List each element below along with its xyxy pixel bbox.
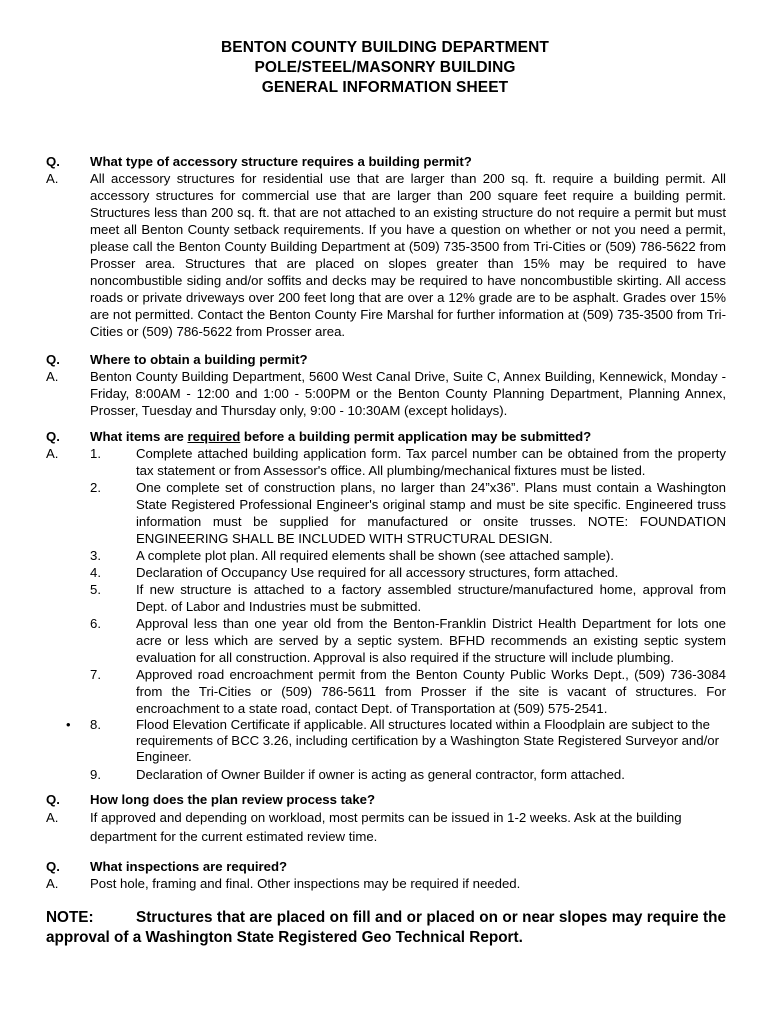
item-number: 5. <box>90 582 101 597</box>
answer-row <box>46 170 726 340</box>
note-text: Structures that are placed on fill and or placed on or near slopes may require the approval of a Washington State Registered Geo Technical Report. <box>46 909 726 946</box>
item-text: Approved road encroachment permit from the Benton County Public Works Dept., (509) 736-3084 from the Tri-Cities or (509) 786-5611 from Prosser if the site is vacant of structures. For encroachment to a state road, contact Dept. of Transportation at (509) 575-2541. <box>136 667 726 716</box>
list-item <box>46 547 726 564</box>
answer-row <box>46 368 726 419</box>
list-item <box>46 564 726 581</box>
answer-text: Benton County Building Department, 5600 West Canal Drive, Suite C, Annex Building, Kennewick, Monday - Friday, 8:00AM - 12:00 and 1:00 - 5:00PM or the Benton County Planning Department, Planning Annex, Prosser, Tuesday and Thursday only, 9:00 - 10:30AM (except holidays). <box>90 369 726 418</box>
list-item <box>46 766 726 783</box>
question-label: Q. <box>46 859 60 874</box>
item-number: 4. <box>90 565 101 580</box>
list-item <box>46 479 726 547</box>
question-label: Q. <box>46 154 60 169</box>
title-line-2: POLE/STEEL/MASONRY BUILDING <box>254 59 516 76</box>
answer-row <box>46 808 726 846</box>
answer-text: All accessory structures for residential use that are larger than 200 sq. ft. require a building permit. All accessory structures for commercial use that are larger than 200 square feet require a building permit. Structures less than 200 sq. ft. that are not attached to an existing structure do not require a permit but must meet all Benton County setback requirements. If you have a question on whether or not you need a permit, please call the Benton County Building Department at (509) 735-3500 from Tri-Cities or (509) 786-5622 from Prosser area. Structures that are placed on slopes greater than 15% may be required to have noncombustible siding and/or soffits and decks may be required to have noncombustible skirting. All access roads or private driveways over 200 feet long that are over a 12% grade are to be asphalt. Grades over 15% are not permitted. Contact the Benton County Fire Marshal for further information at (509) 735-3500 from Tri-Cities or (509) 786-5622 from Prosser area. <box>90 171 726 339</box>
answer-label: A. <box>46 446 59 461</box>
question-text-start: What items are <box>90 429 188 444</box>
question-text: How long does the plan review process take? <box>90 792 376 807</box>
item-text: One complete set of construction plans, no larger than 24”x36”. Plans must contain a Washington State Registered Professional Engineer's original stamp and must be site specific. Engineered truss information must be supplied for manufactured or onsite trusses. NOTE: FOUNDATION ENGINEERING SHALL BE INCLUDED WITH STRUCTURAL DESIGN. <box>136 480 726 546</box>
qa-inspections <box>46 858 726 892</box>
answer-text: Post hole, framing and final. Other inspections may be required if needed. <box>90 876 521 891</box>
question-text-end: before a building permit application may be submitted? <box>240 429 592 444</box>
list-item <box>46 581 726 615</box>
question-text <box>90 429 591 444</box>
item-text: Complete attached building application form. Tax parcel number can be obtained from the property tax statement or from Assessor's office. All plumbing/mechanical fixtures must be listed. <box>136 446 726 478</box>
question-row <box>46 153 726 170</box>
question-label: Q. <box>46 352 60 367</box>
answer-row <box>46 875 726 892</box>
item-text: Flood Elevation Certificate if applicable. All structures located within a Floodplain are subject to the requirements of BCC 3.26, including certification by a Washington State Registered Surveyor and/or Engineer. <box>136 717 719 764</box>
qa-required-items <box>46 428 726 783</box>
answer-label: A. <box>46 171 59 186</box>
item-text: A complete plot plan. All required elements shall be shown (see attached sample). <box>136 548 614 563</box>
geo-technical-note <box>46 908 726 948</box>
item-number: 7. <box>90 667 101 682</box>
answer-label: A. <box>46 369 59 384</box>
list-item <box>46 445 726 479</box>
answer-text: If approved and depending on workload, most permits can be issued in 1-2 weeks. Ask at the building department for the current estimated review time. <box>90 810 682 844</box>
item-number: 9. <box>90 767 101 782</box>
qa-where-to-obtain <box>46 351 726 419</box>
question-text: What inspections are required? <box>90 859 288 874</box>
note-label: NOTE: <box>46 909 94 926</box>
item-number: 8. <box>90 717 101 732</box>
question-underlined-word: required <box>187 429 241 444</box>
document-title <box>0 0 770 98</box>
qa-review-time <box>46 791 726 846</box>
question-row <box>46 428 726 445</box>
required-items-list <box>46 445 726 783</box>
title-line-3: GENERAL INFORMATION SHEET <box>261 79 509 96</box>
item-number: 2. <box>90 480 101 495</box>
item-number: 6. <box>90 616 101 631</box>
answer-label: A. <box>46 876 59 891</box>
question-label: Q. <box>46 429 60 444</box>
item-text: Declaration of Owner Builder if owner is acting as general contractor, form attached. <box>136 767 625 782</box>
question-label: Q. <box>46 792 60 807</box>
item-text: If new structure is attached to a factory assembled structure/manufactured home, approval from Dept. of Labor and Industries must be submitted. <box>136 582 726 614</box>
question-text: What type of accessory structure requires a building permit? <box>90 154 472 169</box>
question-row <box>46 858 726 875</box>
question-row <box>46 791 726 808</box>
title-line-1: BENTON COUNTY BUILDING DEPARTMENT <box>221 39 549 56</box>
list-item <box>46 666 726 717</box>
bullet-icon: • <box>66 717 71 732</box>
item-text: Declaration of Occupancy Use required for all accessory structures, form attached. <box>136 565 619 580</box>
question-row <box>46 351 726 368</box>
answer-label: A. <box>46 810 59 825</box>
item-text: Approval less than one year old from the Benton-Franklin District Health Department for lots one acre or less which are served by a septic system. BFHD recommends an existing septic system evaluation for all construction. Approval is also required if the structure will include plumbing. <box>136 616 726 665</box>
list-item <box>46 615 726 666</box>
item-number: 1. <box>90 446 101 461</box>
list-item <box>46 717 726 765</box>
qa-permit-requirement <box>46 153 726 340</box>
question-text: Where to obtain a building permit? <box>90 352 308 367</box>
item-number: 3. <box>90 548 101 563</box>
